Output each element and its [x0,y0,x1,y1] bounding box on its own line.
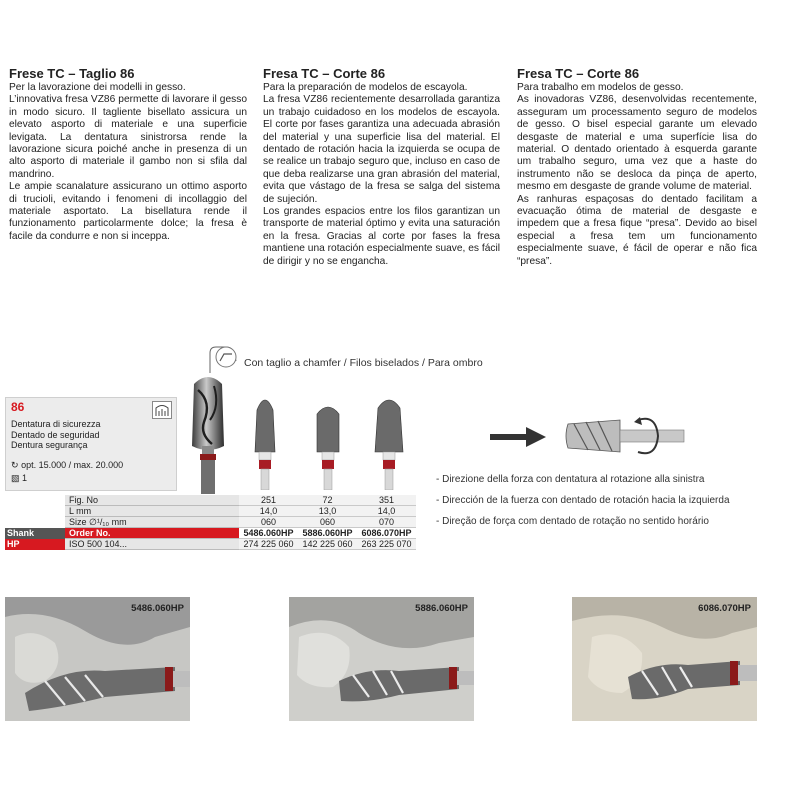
chamfer-caption: Con taglio a chamfer / Filos biselados / Para ombro [244,357,483,369]
cell: 274 225 060 [239,539,298,550]
row-header: Size ∅¹/₁₀ mm [65,517,239,528]
plaster-model-image [289,597,474,721]
cell: 070 [357,517,416,528]
bit-fig-72-image [311,400,345,490]
table-row [5,539,416,550]
row-header: ISO 500 104... [65,539,239,550]
column-paragraph: As ranhuras espaçosas do dentado facilitam a evacuação ótima de material de desgaste e impedem que a fresa fique “presa”. Devido ao bisel especial a fresa tem um funcionamento especialmente suave, é fácil de operar e não fica “presa”. [517,193,757,267]
force-arrow-icon [490,425,548,449]
photo-order-code: 6086.070HP [698,603,751,614]
cell: 5886.060HP [298,528,357,539]
text-column-portuguese [517,66,757,268]
table-row [5,517,416,528]
pack-count: 1 [22,473,28,483]
row-label: HP [5,539,65,550]
cell: 351 [357,495,416,506]
column-paragraph: La fresa VZ86 recientemente desarrollada garantiza un trabajo cuidadoso en los modelos de escayola. El corte por fases garantiza una adecuada abrasión del material y una superficie lisa del material. El dentado de rotación hacia la izquierda se ocupa de se realice un trabajo seguro que, incluso en caso de que deba realizarse una gran abrasión del material, evita que vástago de la fresa se salga del sistema de sujeción. [263,94,500,205]
row-header: Order No. [65,528,239,539]
product-number: 86 [11,400,25,414]
speed-row [11,460,123,471]
rotation-icon: ↻ [11,460,19,470]
drill-bit-large-image [186,372,230,494]
product-photo-2 [289,597,474,721]
rotating-bit-image [560,412,690,462]
column-paragraph: Los grandes espacios entre los filos garantizan un transporte de material óptimo y evita una saturación en la fresa. Gracias al corte por fases la fresa mantiene una rotación especialmente suave, es fácil de dirigir y no se engancha. [263,206,500,267]
text-column-spanish [263,66,500,268]
product-photo-1 [5,597,190,721]
cell: 142 225 060 [298,539,357,550]
column-paragraph: As inovadoras VZ86, desenvolvidas recentemente, asseguram um processamento seguro de modelos de gesso. O bisel especial garante um elevado desgaste de material e uma superfície lisa do material. O dentado orientado à esquerda garante um trabalho seguro, uma vez que a haste do instrumento não se desloca da pinça de aperto, mesmo em desgaste de grande volume de material. [517,94,757,193]
column-subtitle: Per la lavorazione dei modelli in gesso. [9,82,186,93]
plaster-model-image [572,597,757,721]
toothing-lines [11,419,101,451]
row-label [5,506,65,517]
row-header: L mm [65,506,239,517]
bit-fig-251-image [248,392,282,490]
column-subtitle: Para la preparación de modelos de escayola. [263,82,468,93]
table-row [5,528,416,539]
product-photo-3 [572,597,757,721]
photo-order-code: 5886.060HP [415,603,468,614]
row-label [5,495,65,506]
cell: 72 [298,495,357,506]
column-title: Fresa TC – Corte 86 [263,66,386,81]
column-paragraph: L’innovativa fresa VZ86 permette di lavorare il gesso in modo sicuro. Il tagliente bisellato assicura un elevato asporto di materiale e una superficie levigata. La dentatura sinistrorsa rende la lavorazione sicura poiché anche in presenza di un alto asporto di materiale il gambo non si sfila dal mandrino. [9,94,247,180]
chamfer-symbol-icon [198,345,242,375]
plaster-model-image [5,597,190,721]
row-label: Shank [5,528,65,539]
direction-notes [436,474,730,537]
cell: 060 [298,517,357,528]
cell: 5486.060HP [239,528,298,539]
column-paragraph: Le ampie scanalature assicurano un ottimo asporto di trucioli, evitando i fenomeni di incollaggio del materiale asportato. La bisellatura rende il funzionamento particolarmente dolce; la fresa è facile da condurre e non si inceppa. [9,181,247,242]
cell: 14,0 [239,506,298,517]
column-title: Fresa TC – Corte 86 [517,66,640,81]
direction-note: - Direção de força com dentado de rotação no sentido horário [436,516,709,527]
bit-fig-351-image [371,394,407,490]
row-label [5,517,65,528]
cell: 13,0 [298,506,357,517]
speed-value: opt. 15.000 / max. 20.000 [21,460,124,470]
column-subtitle: Para trabalho em modelos de gesso. [517,82,684,93]
toothing-line: Dentatura di sicurezza [11,419,101,429]
cell: 14,0 [357,506,416,517]
cell: 060 [239,517,298,528]
direction-note: - Direzione della forza con dentatura al rotazione alla sinistra [436,474,705,485]
toothing-line: Dentado de seguridad [11,429,100,440]
row-header: Fig. No [65,495,239,506]
cell: 6086.070HP [357,528,416,539]
direction-note: - Dirección de la fuerza con dentado de rotación hacia la izquierda [436,495,730,506]
toothing-line: Dentura segurança [11,440,88,451]
cell: 263 225 070 [357,539,416,550]
spec-table [5,495,416,550]
model-symbol-icon [152,401,172,419]
column-title: Frese TC – Taglio 86 [9,66,135,81]
text-column-italian [9,66,247,243]
package-icon: ▧ [11,473,20,483]
cell: 251 [239,495,298,506]
table-row [5,506,416,517]
photo-order-code: 5486.060HP [131,603,184,614]
product-info-box [5,397,177,491]
pack-count-row [11,473,27,484]
table-row [5,495,416,506]
